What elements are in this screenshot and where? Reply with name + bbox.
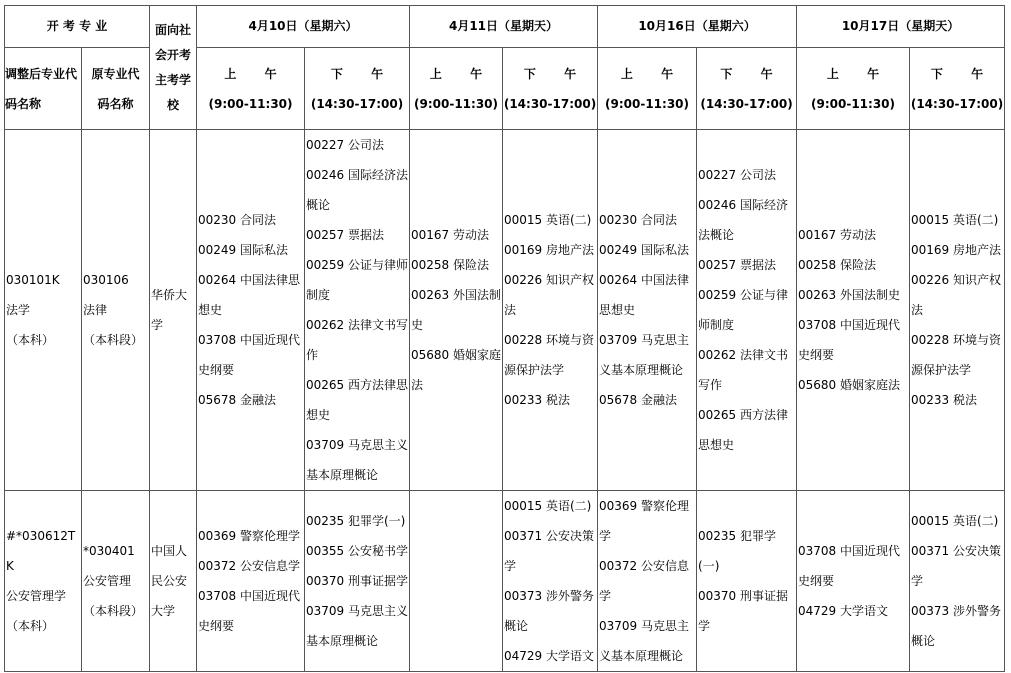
am-time: (9:00-11:30) [414,96,499,111]
exam-session-cell [797,130,910,491]
exam-session-cell [503,491,598,672]
am-time: (9:00-11:30) [208,96,293,111]
course-entry: 00227 公司法 [306,138,385,152]
course-entry: 00373 涉外警务概论 [504,589,595,633]
course-entry: 00227 公司法 [698,168,777,182]
session-header [697,48,797,130]
course-entry: 00263 外国法制史 [798,288,901,302]
new-major-header-text: 调整后专业代码名称 [5,66,78,111]
course-entry: 03709 马克思主义基本原理概论 [599,333,690,377]
course-entry: 00371 公安决策学 [504,529,595,573]
date-header-0: 4月10日（星期六） [197,6,410,48]
exam-session-cell [797,491,910,672]
am-time: (9:00-11:30) [605,96,690,111]
course-entry: 00370 刑事证据学 [698,589,789,633]
session-header [305,48,410,130]
major-group-header: 开 考 专 业 [5,6,150,48]
school-header [150,6,197,130]
course-entry: 00233 税法 [911,393,978,407]
new-major-cell [5,491,82,672]
course-entry: 05678 金融法 [599,393,678,407]
pm-label: 下 午 [330,66,384,81]
course-entry: 00264 中国法律思想史 [198,273,301,317]
date-header-1: 4月11日（星期天） [410,6,598,48]
course-entry: 00015 英语(二) [911,213,999,227]
exam-session-cell [197,130,305,491]
course-entry: 00265 西方法律思想史 [698,408,789,452]
pm-time: (14:30-17:00) [503,96,597,111]
pm-time: (14:30-17:00) [700,96,793,111]
course-entry: 00258 保险法 [798,258,877,272]
session-header [797,48,910,130]
pm-time: (14:30-17:00) [310,96,404,111]
am-label: 上 午 [224,66,277,81]
course-entry: 00235 犯罪学(一) [698,529,777,573]
course-entry: 00226 知识产权法 [911,273,1002,317]
header-row-1 [5,6,1005,48]
old-major-header [82,48,150,130]
exam-session-cell [697,491,797,672]
am-time: (9:00-11:30) [811,96,896,111]
old-major-cell [82,491,150,672]
course-entry: 03709 马克思主义基本原理概论 [306,438,409,482]
exam-schedule-table [4,5,1005,672]
am-label: 上 午 [620,66,674,81]
course-entry: 00233 税法 [504,393,571,407]
course-entry: 00262 法律文书写作 [306,318,409,362]
old-major-line: 法律 [83,303,108,317]
date-header-2: 10月16日（星期六） [598,6,797,48]
old-major-line: （本科段） [83,604,144,618]
old-major-cell [82,130,150,491]
school-cell [150,491,197,672]
course-entry: 00264 中国法律思想史 [599,273,690,317]
new-major-header [5,48,82,130]
old-major-line: *030401 [83,544,135,558]
old-major-line: 030106 [83,273,129,287]
course-entry: 00257 票据法 [306,228,385,242]
course-entry: 00257 票据法 [698,258,777,272]
course-entry: 00372 公安信息学 [198,559,301,573]
session-header [598,48,697,130]
course-entry: 00370 刑事证据学 [306,574,409,588]
course-entry: 05680 婚姻家庭法 [798,378,901,392]
course-entry: 00015 英语(二) [911,514,999,528]
course-entry: 00373 涉外警务概论 [911,604,1002,648]
course-entry: 04729 大学语文 [798,604,889,618]
course-entry: 00369 警察伦理学 [198,529,301,543]
course-entry: 00246 国际经济法概论 [306,168,409,212]
new-major-line: （本科） [6,619,55,633]
new-major-line: 法学 [6,303,31,317]
session-header [503,48,598,130]
course-entry: 00372 公安信息学 [599,559,690,603]
exam-session-cell [305,130,410,491]
school-name: 中国人民公安大学 [151,544,188,618]
new-major-line: 030101K [6,273,60,287]
course-entry: 03709 马克思主义基本原理概论 [306,604,409,648]
new-major-line: 公安管理学 [6,589,67,603]
pm-label: 下 午 [523,66,577,81]
new-major-line: （本科） [6,333,55,347]
course-entry: 03708 中国近现代史纲要 [798,318,901,362]
course-entry: 03708 中国近现代史纲要 [798,544,901,588]
exam-session-cell [410,491,503,672]
exam-session-cell [910,130,1005,491]
exam-session-cell [503,130,598,491]
exam-session-cell [910,491,1005,672]
course-entry: 00249 国际私法 [198,243,289,257]
am-label: 上 午 [826,66,880,81]
school-cell [150,130,197,491]
table-row [5,491,1005,672]
old-major-line: （本科段） [83,333,144,347]
course-entry: 03709 马克思主义基本原理概论 [599,619,690,663]
course-entry: 00369 警察伦理学 [599,499,690,543]
new-major-cell [5,130,82,491]
exam-session-cell [598,130,697,491]
school-header-text: 面向社会开考主考学校 [155,22,192,112]
course-entry: 00355 公安秘书学 [306,544,409,558]
course-entry: 00015 英语(二) [504,213,592,227]
course-entry: 00263 外国法制史 [411,288,502,332]
course-entry: 00169 房地产法 [911,243,1002,257]
table-row [5,130,1005,491]
course-entry: 00226 知识产权法 [504,273,595,317]
exam-session-cell [410,130,503,491]
exam-session-cell [197,491,305,672]
course-entry: 00249 国际私法 [599,243,690,257]
old-major-header-text: 原专业代码名称 [91,66,140,111]
session-header [910,48,1005,130]
course-entry: 00246 国际经济法概论 [698,198,789,242]
course-entry: 00371 公安决策学 [911,544,1002,588]
course-entry: 00235 犯罪学(一) [306,514,406,528]
school-name: 华侨大学 [151,288,188,332]
course-entry: 00167 劳动法 [411,228,490,242]
am-label: 上 午 [429,66,483,81]
exam-session-cell [305,491,410,672]
exam-session-cell [697,130,797,491]
course-entry: 00228 环境与资源保护法学 [911,333,1002,377]
course-entry: 00258 保险法 [411,258,490,272]
course-entry: 00259 公证与律师制度 [698,288,789,332]
course-entry: 00169 房地产法 [504,243,595,257]
course-entry: 00259 公证与律师制度 [306,258,409,302]
course-entry: 05678 金融法 [198,393,277,407]
course-entry: 05680 婚姻家庭法 [411,348,502,392]
course-entry: 00228 环境与资源保护法学 [504,333,595,377]
session-header [197,48,305,130]
old-major-line: 公安管理 [83,574,132,588]
course-entry: 00015 英语(二) [504,499,592,513]
course-entry: 03708 中国近现代史纲要 [198,333,301,377]
course-entry: 04729 大学语文 [504,649,595,663]
course-entry: 00167 劳动法 [798,228,877,242]
course-entry: 00230 合同法 [599,213,678,227]
course-entry: 00230 合同法 [198,213,277,227]
pm-label: 下 午 [720,66,773,81]
pm-label: 下 午 [930,66,984,81]
pm-time: (14:30-17:00) [910,96,1004,111]
course-entry: 00265 西方法律思想史 [306,378,409,422]
course-entry: 00262 法律文书写作 [698,348,789,392]
exam-session-cell [598,491,697,672]
session-header [410,48,503,130]
new-major-line: #*030612TK [6,529,76,573]
course-entry: 03708 中国近现代史纲要 [198,589,301,633]
date-header-3: 10月17日（星期天） [797,6,1005,48]
